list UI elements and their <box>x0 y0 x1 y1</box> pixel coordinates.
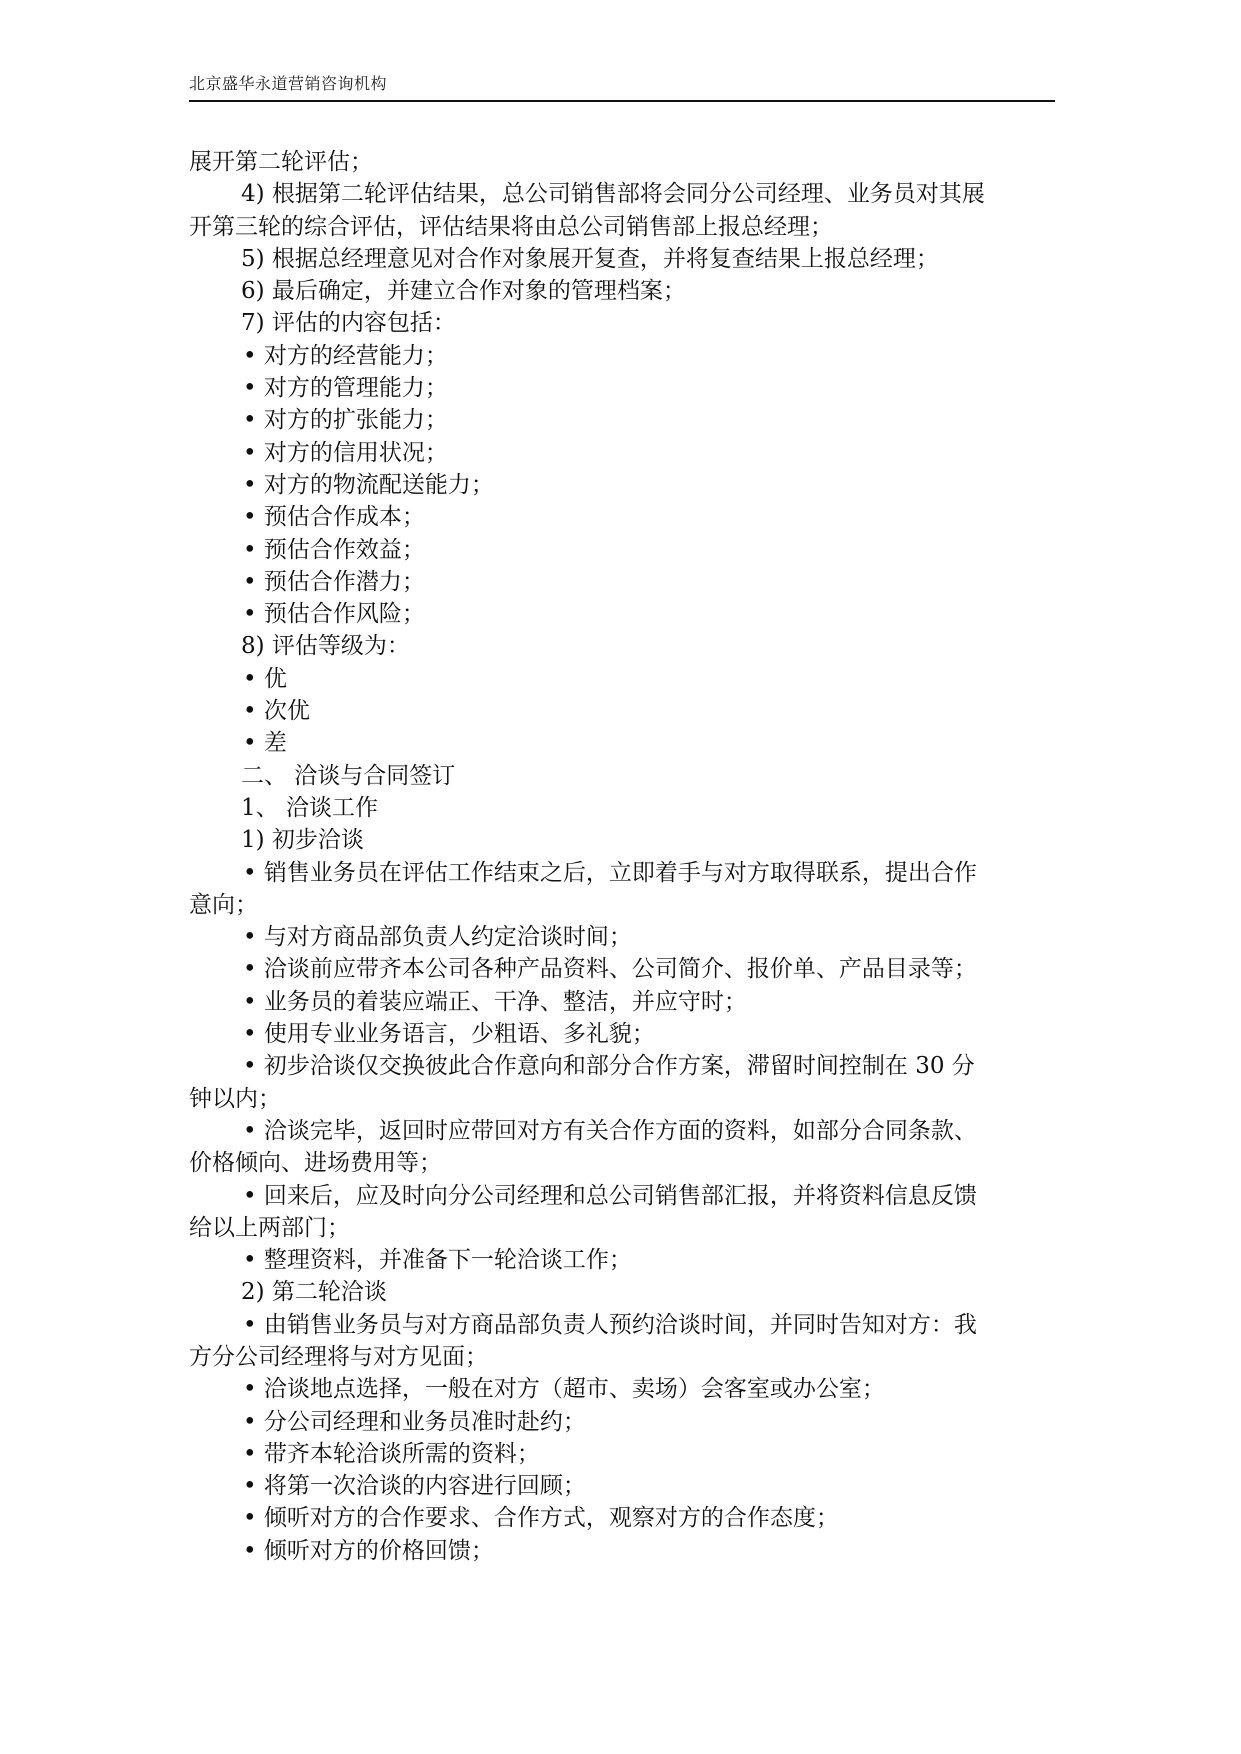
text-line: • 带齐本轮洽谈所需的资料； <box>243 1440 540 1467</box>
text-line: • 销售业务员在评估工作结束之后，立即着手与对方取得联系，提出合作 <box>243 859 977 886</box>
text-line: 6) 最后确定，并建立合作对象的管理档案； <box>241 278 686 305</box>
text-line: 1、 洽谈工作 <box>241 794 378 821</box>
header-org-name: 北京盛华永道营销咨询机构 <box>189 74 388 93</box>
text-line: 5) 根据总经理意见对合作对象展开复查，并将复查结果上报总经理； <box>241 245 939 272</box>
text-line: • 由销售业务员与对方商品部负责人预约洽谈时间，并同时告知对方：我 <box>243 1311 977 1338</box>
text-line: 4) 根据第二轮评估结果，总公司销售部将会同分公司经理、业务员对其展 <box>241 181 985 208</box>
text-line: • 回来后，应及时向分公司经理和总公司销售部汇报，并将资料信息反馈 <box>243 1182 977 1209</box>
text-line: • 次优 <box>243 698 310 725</box>
text-line: • 将第一次洽谈的内容进行回顾； <box>243 1473 586 1500</box>
text-line: • 倾听对方的合作要求、合作方式，观察对方的合作态度； <box>243 1505 839 1532</box>
text-line: 二、 洽谈与合同签订 <box>241 762 456 789</box>
text-line: • 业务员的着装应端正、干净、整洁，并应守时； <box>243 988 747 1015</box>
text-line: • 对方的经营能力； <box>243 342 448 369</box>
text-line: • 差 <box>243 730 287 757</box>
text-line: 意向； <box>189 891 258 918</box>
text-line: • 洽谈前应带齐本公司各种产品资料、公司简介、报价单、产品目录等； <box>243 956 977 983</box>
text-line: 方分公司经理将与对方见面； <box>189 1343 488 1370</box>
text-line: • 对方的物流配送能力； <box>243 471 494 498</box>
text-line: 钟以内； <box>189 1085 281 1112</box>
text-line: 8) 评估等级为： <box>241 633 410 660</box>
text-line: 1) 初步洽谈 <box>241 827 364 854</box>
text-line: • 预估合作效益； <box>243 536 425 563</box>
text-line: • 对方的信用状况； <box>243 439 448 466</box>
text-line: • 整理资料，并准备下一轮洽谈工作； <box>243 1247 632 1274</box>
text-line: • 预估合作成本； <box>243 504 425 531</box>
text-line: 展开第二轮评估； <box>189 149 373 175</box>
text-line: • 洽谈地点选择，一般在对方（超市、卖场）会客室或办公室； <box>243 1376 885 1403</box>
text-line: 价格倾向、进场费用等； <box>189 1150 442 1177</box>
page-header <box>189 70 1055 102</box>
text-line: • 对方的管理能力； <box>243 375 448 402</box>
text-line: 2) 第二轮洽谈 <box>241 1279 387 1306</box>
text-line: • 使用专业业务语言，少粗语、多礼貌； <box>243 1021 655 1048</box>
text-line: • 与对方商品部负责人约定洽谈时间； <box>243 924 632 951</box>
text-line: • 预估合作潜力； <box>243 568 425 595</box>
document-body <box>189 146 1055 1567</box>
text-line: 7) 评估的内容包括： <box>241 310 456 337</box>
text-line: • 洽谈完毕，返回时应带回对方有关合作方面的资料，如部分合同条款、 <box>243 1117 977 1144</box>
text-line: • 对方的扩张能力； <box>243 407 448 434</box>
text-line: • 预估合作风险； <box>243 601 425 628</box>
text-line: • 优 <box>243 665 287 692</box>
text-line: • 初步洽谈仅交换彼此合作意向和部分合作方案，滞留时间控制在 30 分 <box>243 1053 975 1080</box>
text-line: 开第三轮的综合评估，评估结果将由总公司销售部上报总经理； <box>189 213 833 240</box>
text-line: • 分公司经理和业务员准时赴约； <box>243 1408 586 1435</box>
text-line: 给以上两部门； <box>189 1214 350 1241</box>
text-line: • 倾听对方的价格回馈； <box>243 1537 494 1564</box>
